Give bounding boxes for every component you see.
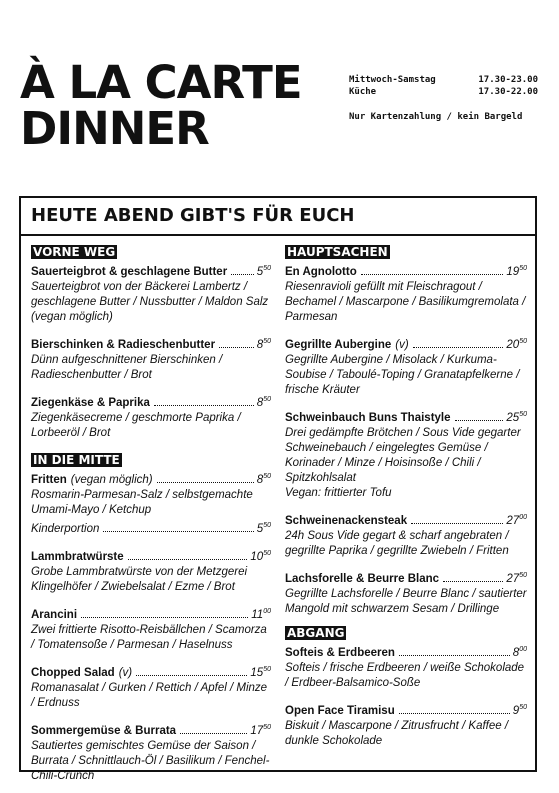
item-name: Lammbratwürste	[31, 551, 124, 563]
leader-dots	[180, 733, 247, 734]
menu-item	[31, 662, 271, 711]
item-description: Ziegenkäsecreme / geschmorte Paprika / Lorbeeröl / Brot	[31, 412, 241, 439]
menu-item	[285, 407, 527, 501]
item-vegan-option: Vegan: frittierter Tofu	[285, 487, 392, 499]
item-qualifier: (vegan möglich)	[70, 474, 153, 486]
item-qualifier: (v)	[118, 667, 133, 679]
hours-row	[349, 75, 538, 87]
item-description: 24h Sous Vide gegart & scharf angebraten / gegrillte Paprika / gegrillte Zwiebeln / Fritten	[285, 530, 509, 557]
item-name: Arancini	[31, 609, 78, 621]
item-name: En Agnolotto	[285, 266, 357, 278]
item-price: $27^{50}$	[506, 572, 527, 585]
leader-dots	[399, 655, 510, 656]
menu-item	[31, 469, 271, 537]
menu-title-line-2: DINNER	[20, 102, 209, 155]
menu-item	[285, 568, 527, 617]
hours-label: Mittwoch-Samstag	[349, 75, 436, 85]
item-description: Sautiertes gemischtes Gemüse der Saison / Burrata / Schnittlauch-Öl / Basilikum / Fenchel-Chili-Crunch	[31, 740, 270, 782]
menu-headline: HEUTE ABEND GIBT'S FÜR EUCH	[31, 205, 355, 226]
menu-item	[285, 642, 527, 691]
item-name: Lachsforelle & Beurre Blanc	[285, 573, 440, 585]
menu-item	[285, 261, 527, 325]
leader-dots	[231, 274, 254, 275]
item-price: $10^{50}$	[250, 550, 271, 563]
menu-item	[31, 261, 271, 325]
item-name: Schweinbauch Buns Thaistyle	[285, 412, 451, 424]
hours-label: Küche	[349, 86, 377, 97]
item-price: $5^{50}$	[256, 265, 271, 278]
menu-item	[31, 546, 271, 595]
item-price: $8^{50}$	[256, 338, 271, 351]
menu-item	[31, 334, 271, 383]
item-price: $27^{00}$	[506, 514, 527, 527]
menu-card	[19, 196, 537, 782]
kids-portion-price: $5^{50}$	[256, 522, 271, 535]
section-label-vorneweg: VORNE WEG	[33, 245, 116, 259]
item-description: Biskuit / Mascarpone / Zitrusfrucht / Kaffee / dunkle Schokolade	[285, 720, 509, 747]
item-name: Ziegenkäse & Paprika	[31, 397, 150, 409]
item-price: $8^{50}$	[256, 396, 271, 409]
item-description: Rosmarin-Parmesan-Salz / selbstgemachte Umami-Mayo / Ketchup	[31, 489, 253, 516]
leader-dots	[361, 274, 504, 275]
item-name: Schweinenackensteak	[285, 515, 408, 527]
leader-dots	[455, 420, 504, 421]
item-name: Fritten	[31, 474, 67, 486]
leader-dots	[154, 405, 254, 406]
right-column	[285, 245, 527, 758]
item-name: Sauerteigbrot & geschlagene Butter	[31, 266, 228, 278]
item-description: Drei gedämpfte Brötchen / Sous Vide gegarter Schweinebauch / eingelegtes Gemüse / Korinader / Minze / Hoisinsoße / Chili / Spitzkohlsalat	[285, 427, 521, 484]
hours-time: 17.30-23.00	[478, 75, 538, 85]
headline-divider	[21, 234, 535, 236]
left-column	[31, 245, 271, 793]
menu-item	[285, 334, 527, 398]
opening-info	[349, 75, 538, 124]
payment-note: Nur Kartenzahlung / kein Bargeld	[349, 112, 523, 122]
item-description: Softeis / frische Erdbeeren / weiße Schokolade / Erdbeer-Balsamico-Soße	[285, 662, 525, 689]
item-price: $25^{50}$	[506, 411, 527, 424]
item-name: Sommergemüse & Burrata	[31, 725, 177, 737]
menu-title	[20, 56, 302, 155]
item-price: $8^{00}$	[512, 646, 527, 659]
item-price: $11^{00}$	[251, 608, 271, 621]
hours-time: 17.30-22.00	[478, 86, 538, 97]
leader-dots	[411, 523, 503, 524]
item-description: Riesenravioli gefüllt mit Fleischragout / Bechamel / Mascarpone / Basilikumgremolata / Parmesan	[285, 281, 526, 323]
leader-dots	[413, 347, 504, 348]
item-price: $8^{50}$	[256, 473, 271, 486]
menu-item	[31, 720, 271, 784]
menu-title-line-1: À LA CARTE	[20, 56, 302, 109]
menu-item	[285, 700, 527, 749]
section-label-abgang: ABGANG	[287, 626, 345, 640]
leader-dots	[399, 713, 510, 714]
item-price: $20^{50}$	[506, 338, 527, 351]
leader-dots	[81, 617, 248, 618]
item-name: Open Face Tiramisu	[285, 705, 395, 717]
item-price: $9^{50}$	[512, 704, 527, 717]
section-label-mitte: IN DIE MITTE	[33, 453, 120, 467]
hours-row	[349, 87, 538, 99]
item-description: Grobe Lammbratwürste von der Metzgerei Klingelhöfer / Zwiebelsalat / Ezme / Brot	[31, 566, 248, 593]
item-name: Gegrillte Aubergine	[285, 339, 392, 351]
item-price: $17^{50}$	[250, 724, 271, 737]
leader-dots	[157, 482, 254, 483]
leader-dots	[443, 581, 503, 582]
item-description: Romanasalat / Gurken / Rettich / Apfel / Minze / Erdnuss	[31, 682, 268, 709]
leader-dots	[219, 347, 254, 348]
kids-portion-label: Kinderportion	[31, 523, 100, 535]
item-price: $19^{50}$	[506, 265, 527, 278]
menu-item	[31, 392, 271, 441]
menu-item	[31, 604, 271, 653]
kids-portion-line	[31, 518, 271, 537]
item-description: Gegrillte Lachsforelle / Beurre Blanc / sautierter Mangold mit schwarzem Sesam / Drillinge	[285, 588, 527, 615]
item-description: Gegrillte Aubergine / Misolack / Kurkuma-Soubise / Taboulé-Toping / Granatapfelkerne / frische Kräuter	[285, 354, 520, 396]
item-qualifier: (v)	[395, 339, 409, 351]
section-label-haupt: HAUPTSACHEN	[287, 245, 388, 259]
item-description: Sauerteigbrot von der Bäckerei Lambertz / geschlagene Butter / Nussbutter / Maldon Salz (vegan möglich)	[31, 281, 269, 323]
item-description: Dünn aufgeschnittener Bierschinken / Radieschenbutter / Brot	[31, 354, 223, 381]
item-name: Chopped Salad	[31, 667, 115, 679]
item-name: Softeis & Erdbeeren	[285, 647, 395, 659]
menu-item	[285, 510, 527, 559]
item-description: Zwei frittierte Risotto-Reisbällchen / Scamorza / Tomatensoße / Parmesan / Haselnuss	[31, 624, 267, 651]
item-name: Bierschinken & Radieschenbutter	[31, 339, 216, 351]
item-price: $15^{50}$	[250, 666, 271, 679]
leader-dots	[136, 675, 247, 676]
leader-dots	[128, 559, 248, 560]
leader-dots	[103, 531, 253, 532]
